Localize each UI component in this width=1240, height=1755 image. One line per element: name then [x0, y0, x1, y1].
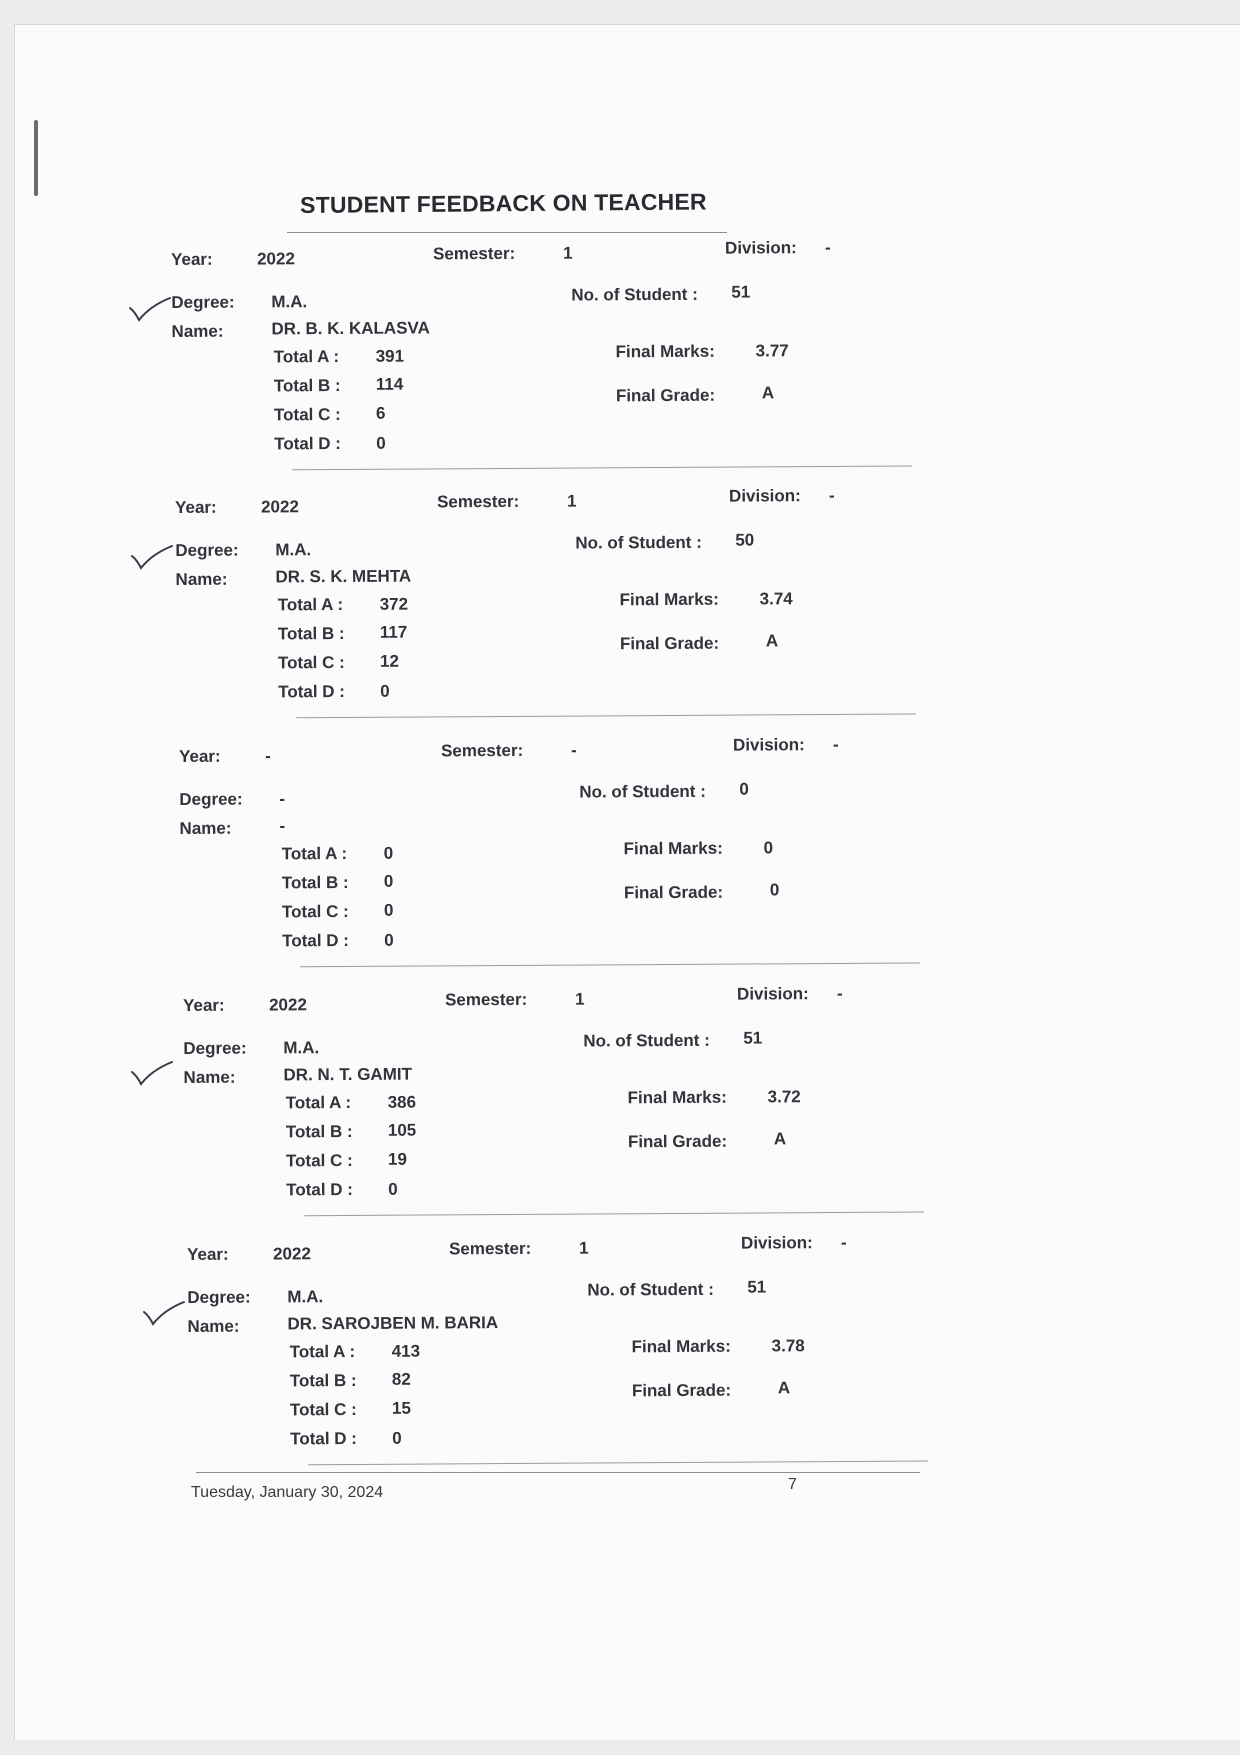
handwritten-check-icon	[128, 296, 172, 324]
record-divider	[308, 1460, 928, 1465]
total-d-label: Total D :	[278, 681, 345, 702]
total-a-value: 0	[383, 843, 394, 863]
division-value: -	[832, 734, 839, 755]
total-c-value: 6	[375, 403, 386, 423]
semester-label: Semester:	[432, 243, 516, 264]
semester-label: Semester:	[436, 491, 520, 512]
feedback-record	[175, 485, 936, 732]
semester-label: Semester:	[448, 1238, 532, 1259]
final-marks-value: 3.72	[767, 1087, 801, 1107]
final-grade-label: Final Grade:	[627, 1131, 728, 1152]
year-value: 2022	[261, 497, 299, 517]
final-marks-value: 3.77	[755, 341, 789, 361]
feedback-record	[171, 237, 932, 484]
semester-value: 1	[578, 1238, 589, 1258]
division-value: -	[828, 485, 835, 506]
final-marks-label: Final Marks:	[627, 1087, 727, 1108]
name-label: Name:	[183, 1067, 236, 1087]
degree-value: M.A.	[271, 292, 308, 312]
final-grade-value: 0	[769, 880, 780, 900]
teacher-name: DR. B. K. KALASVA	[271, 318, 430, 339]
record-divider	[304, 1211, 924, 1216]
final-grade-label: Final Grade:	[619, 633, 720, 654]
handwritten-check-icon	[130, 1060, 174, 1088]
year-value: -	[265, 746, 271, 766]
no-of-student-label: No. of Student :	[571, 284, 698, 305]
division-label: Division:	[732, 735, 805, 755]
final-grade-value: A	[773, 1129, 787, 1149]
final-marks-label: Final Marks:	[619, 589, 719, 610]
no-of-student-label: No. of Student :	[587, 1279, 714, 1300]
total-d-label: Total D :	[282, 930, 349, 951]
feedback-record	[187, 1232, 948, 1479]
scan-edge-mark	[34, 120, 38, 196]
name-label: Name:	[175, 569, 228, 589]
division-label: Division:	[728, 486, 801, 506]
record-divider	[300, 962, 920, 967]
total-a-label: Total A :	[285, 1092, 352, 1113]
total-b-value: 114	[375, 374, 404, 394]
degree-label: Degree:	[171, 292, 235, 312]
final-marks-value: 3.78	[771, 1336, 805, 1356]
total-a-label: Total A :	[277, 594, 344, 615]
year-value: 2022	[273, 1244, 311, 1264]
total-c-value: 12	[379, 651, 399, 671]
total-a-value: 386	[387, 1092, 417, 1112]
division-label: Division:	[724, 238, 797, 258]
total-a-value: 372	[379, 594, 409, 614]
year-label: Year:	[187, 1244, 229, 1264]
final-grade-value: A	[777, 1378, 791, 1398]
degree-label: Degree:	[187, 1287, 251, 1307]
total-a-label: Total A :	[273, 346, 340, 367]
total-d-value: 0	[380, 681, 390, 701]
semester-value: 1	[562, 243, 573, 263]
final-grade-value: A	[765, 631, 779, 651]
final-grade-value: A	[761, 383, 775, 403]
final-marks-label: Final Marks:	[615, 341, 715, 362]
total-a-value: 391	[375, 346, 405, 366]
year-value: 2022	[269, 995, 307, 1015]
no-of-student-label: No. of Student :	[583, 1030, 710, 1051]
year-label: Year:	[175, 497, 217, 517]
no-of-student-label: No. of Student :	[579, 781, 706, 802]
division-value: -	[824, 237, 831, 258]
final-grade-label: Final Grade:	[615, 385, 716, 406]
footer-divider	[196, 1472, 920, 1473]
total-b-value: 0	[383, 871, 394, 891]
degree-value: M.A.	[287, 1287, 324, 1307]
semester-label: Semester:	[444, 989, 528, 1010]
total-c-label: Total C :	[285, 1150, 353, 1171]
year-label: Year:	[183, 995, 225, 1015]
degree-value: M.A.	[275, 540, 312, 560]
teacher-name: -	[279, 816, 286, 836]
total-b-value: 105	[387, 1120, 417, 1140]
total-c-label: Total C :	[277, 652, 345, 673]
final-marks-value: 3.74	[759, 589, 793, 609]
total-a-value: 413	[391, 1341, 421, 1361]
total-c-value: 19	[387, 1149, 407, 1169]
semester-label: Semester:	[440, 740, 524, 761]
no-of-student-value: 0	[739, 779, 749, 799]
teacher-name: DR. S. K. MEHTA	[275, 566, 412, 587]
name-label: Name:	[187, 1316, 240, 1336]
degree-label: Degree:	[179, 789, 243, 809]
final-grade-label: Final Grade:	[623, 882, 724, 903]
total-d-label: Total D :	[290, 1428, 357, 1449]
year-label: Year:	[179, 746, 221, 766]
total-c-label: Total C :	[273, 404, 341, 425]
division-label: Division:	[740, 1233, 813, 1253]
feedback-record	[183, 983, 944, 1230]
year-label: Year:	[171, 249, 213, 269]
total-c-value: 0	[383, 900, 394, 920]
degree-value: -	[279, 789, 286, 809]
division-label: Division:	[736, 984, 809, 1004]
degree-label: Degree:	[183, 1038, 247, 1058]
total-b-label: Total B :	[277, 623, 345, 644]
teacher-name: DR. N. T. GAMIT	[283, 1064, 413, 1085]
semester-value: 1	[566, 491, 577, 511]
degree-value: M.A.	[283, 1038, 320, 1058]
handwritten-check-icon	[142, 1300, 186, 1328]
teacher-name: DR. SAROJBEN M. BARIA	[287, 1313, 499, 1334]
total-d-value: 0	[388, 1179, 398, 1199]
total-d-label: Total D :	[286, 1179, 353, 1200]
no-of-student-value: 51	[747, 1277, 767, 1297]
division-value: -	[836, 983, 843, 1004]
final-grade-label: Final Grade:	[631, 1380, 732, 1401]
division-value: -	[840, 1232, 847, 1253]
final-marks-value: 0	[763, 838, 774, 858]
total-b-label: Total B :	[289, 1370, 357, 1391]
total-b-label: Total B :	[285, 1121, 353, 1142]
record-divider	[296, 713, 916, 718]
no-of-student-value: 51	[743, 1028, 763, 1048]
degree-label: Degree:	[175, 540, 239, 560]
handwritten-check-icon	[130, 544, 174, 572]
semester-value: -	[570, 740, 577, 760]
total-a-label: Total A :	[289, 1341, 356, 1362]
final-marks-label: Final Marks:	[631, 1336, 731, 1357]
total-b-label: Total B :	[273, 375, 341, 396]
no-of-student-value: 50	[735, 530, 755, 550]
total-d-value: 0	[384, 930, 394, 950]
feedback-record	[179, 734, 940, 981]
total-d-value: 0	[392, 1428, 402, 1448]
total-c-label: Total C :	[289, 1399, 357, 1420]
total-b-label: Total B :	[281, 872, 349, 893]
page-number: 7	[788, 1476, 797, 1493]
name-label: Name:	[171, 321, 224, 341]
record-divider	[292, 465, 912, 470]
footer-date: Tuesday, January 30, 2024	[191, 1484, 384, 1501]
total-d-label: Total D :	[274, 433, 341, 454]
title-underline	[287, 232, 727, 233]
no-of-student-value: 51	[731, 282, 751, 302]
total-b-value: 117	[379, 622, 408, 642]
total-c-value: 15	[391, 1398, 411, 1418]
total-a-label: Total A :	[281, 843, 348, 864]
total-b-value: 82	[391, 1369, 411, 1389]
name-label: Name:	[179, 818, 232, 838]
total-d-value: 0	[376, 433, 386, 453]
total-c-label: Total C :	[281, 901, 349, 922]
semester-value: 1	[574, 989, 585, 1009]
no-of-student-label: No. of Student :	[575, 532, 702, 553]
year-value: 2022	[257, 249, 295, 269]
final-marks-label: Final Marks:	[623, 838, 723, 859]
page-title: STUDENT FEEDBACK ON TEACHER	[300, 188, 707, 218]
